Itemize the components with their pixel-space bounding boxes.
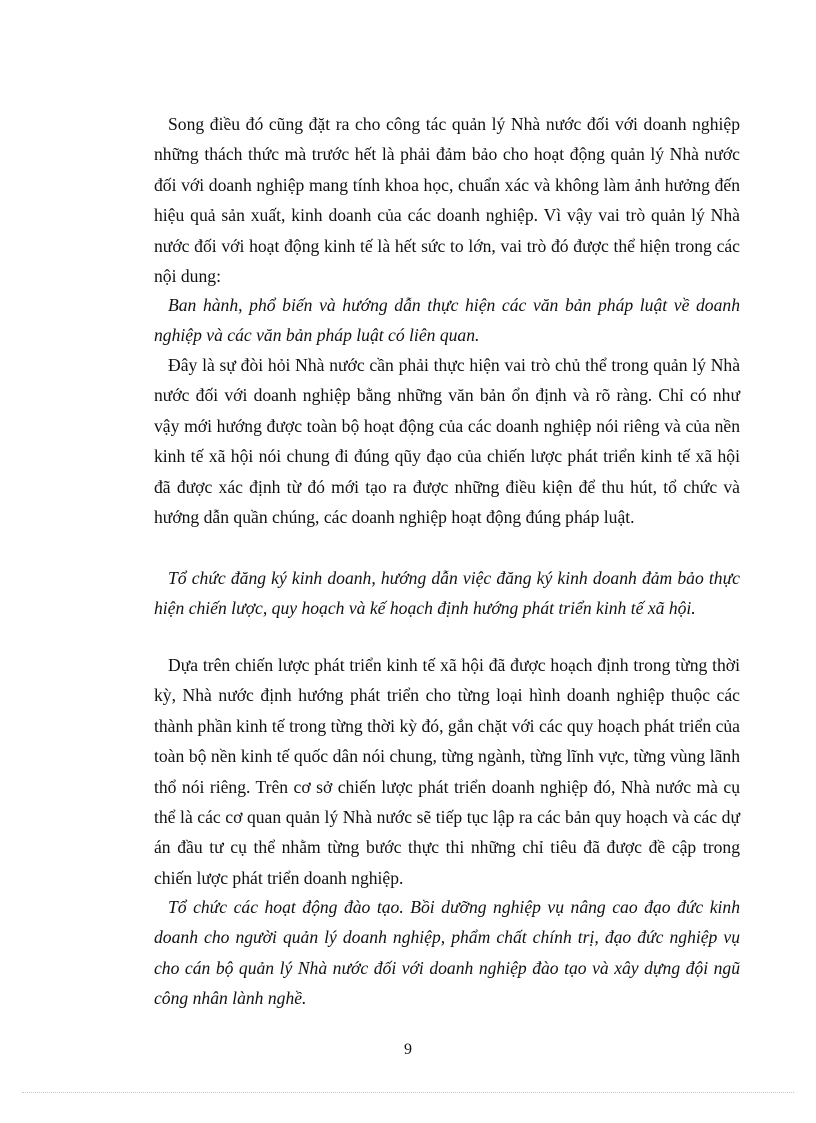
paragraph-item-business-registration: Tổ chức đăng ký kinh doanh, hướng dẫn việc đăng ký kinh doanh đảm bảo thực hiện chiến lược, quy hoạch và kế hoạch định hướng phát triển kinh tế xã hội. <box>154 568 740 619</box>
paragraph-intro: Song điều đó cũng đặt ra cho công tác quản lý Nhà nước đối với doanh nghiệp những thách thức mà trước hết là phải đảm bảo cho hoạt động quản lý Nhà nước đối với doanh nghiệp mang tính khoa học, chuẩn xác và không làm ảnh hưởng đến hiệu quả sản xuất, kinh doanh của các doanh nghiệp. Vì vậy vai trò quản lý Nhà nước đối với hoạt động kinh tế là hết sức to lớn, vai trò đó được thể hiện trong các nội dung: <box>154 114 740 287</box>
paragraph-planning-explanation: Dựa trên chiến lược phát triển kinh tế xã hội đã được hoạch định trong từng thời kỳ, Nhà nước định hướng phát triển cho từng loại hình doanh nghiệp thuộc các thành phần kinh tế trong từng thời kỳ đó, gắn chặt với các quy hoạch phát triển của toàn bộ nền kinh tế quốc dân nói chung, từng ngành, từng lĩnh vực, từng vùng lãnh thổ nói riêng. Trên cơ sở chiến lược phát triển doanh nghiệp đó, Nhà nước mà cụ thể là các cơ quan quản lý Nhà nước sẽ tiếp tục lập ra các bản quy hoạch và các dự án đầu tư cụ thể nhằm từng bước thực thi những chỉ tiêu đã được đề cập trong chiến lược phát triển doanh nghiệp. <box>154 655 740 888</box>
page-bottom-divider <box>22 1092 794 1093</box>
paragraph-item-legal-documents: Ban hành, phổ biến và hướng dẫn thực hiện các văn bản pháp luật về doanh nghiệp và các văn bản pháp luật có liên quan. <box>154 295 740 346</box>
page-number: 9 <box>404 1041 412 1058</box>
paragraph-legal-explanation: Đây là sự đòi hỏi Nhà nước cần phải thực hiện vai trò chủ thể trong quản lý Nhà nước đối với doanh nghiệp bằng những văn bản ổn định và rõ ràng. Chỉ có như vậy mới hướng được toàn bộ hoạt động của các doanh nghiệp nói riêng và của nền kinh tế xã hội nói chung đi đúng qũy đạo của chiến lược phát triển kinh tế xã hội đã được xác định từ đó mới tạo ra được những điều kiện để thu hút, tổ chức và hướng dẫn quần chúng, các doanh nghiệp hoạt động đúng pháp luật. <box>154 355 740 528</box>
paragraph-item-training: Tổ chức các hoạt động đào tạo. Bồi dưỡng nghiệp vụ nâng cao đạo đức kinh doanh cho người quản lý doanh nghiệp, phẩm chất chính trị, đạo đức nghiệp vụ cho cán bộ quản lý Nhà nước đối với doanh nghiệp đào tạo và xây dựng đội ngũ công nhân lành nghề. <box>154 897 740 1009</box>
